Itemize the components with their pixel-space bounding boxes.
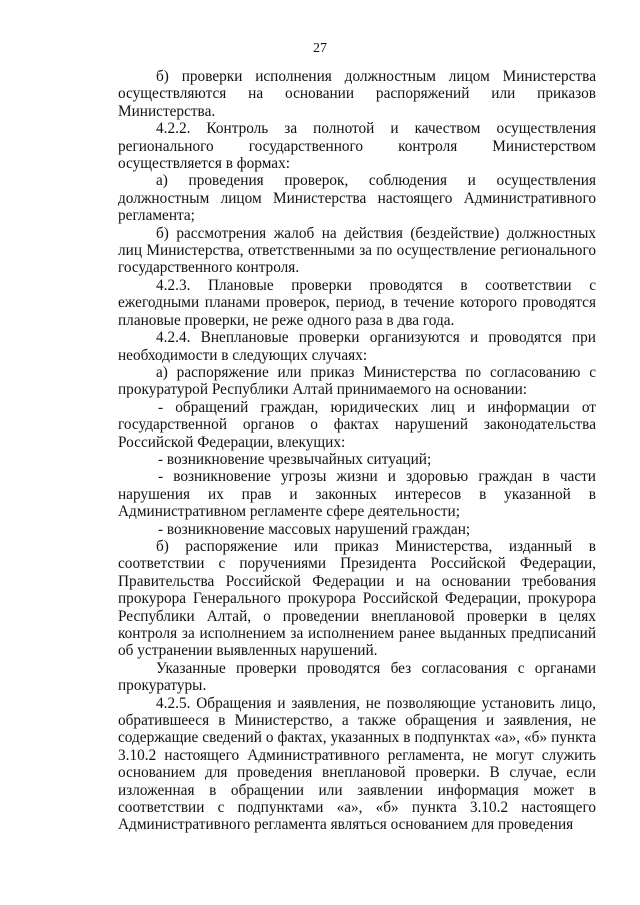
page-number: 27 — [313, 41, 327, 56]
list-item-threat-to-life: - возникновение угрозы жизни и здоровью граждан в части нарушения их прав и законных интересов в указанной в Административном регламенте сфере деятельности; — [118, 468, 596, 521]
paragraph-form-b: б) рассмотрения жалоб на действия (бездействие) должностных лиц Министерства, ответственными за по осуществление регионального государственного контроля. — [118, 224, 596, 277]
paragraph-form-a: а) проведения проверок, соблюдения и осуществления должностным лицом Министерства настоящего Административного регламента; — [118, 172, 596, 225]
paragraph-case-a: а) распоряжение или приказ Министерства по согласованию с прокуратурой Республики Алтай принимаемого на основании: — [118, 363, 596, 399]
paragraph-4-2-5: 4.2.5. Обращения и заявления, не позволяющие установить лицо, обратившееся в Министерство, а также обращения и заявления, не содержащие сведений о фактах, указанных в подпунктах «а», «б» пункта 3.10.2 настоящего Административного регламента, не могут служить основанием для проведения внеплановой проверки. В случае, если изложенная в обращении или заявлении информация может в соответствии с подпунктами «а», «б» пункта 3.10.2 настоящего Административного регламента являться основанием для проведения — [118, 694, 596, 834]
paragraph-4-2-2: 4.2.2. Контроль за полнотой и качеством осуществления регионального государственного контроля Министерством осуществляется в формах: — [118, 120, 596, 173]
paragraph-inspection-b: б) проверки исполнения должностным лицом Министерства осуществляются на основании распоряжений или приказов Министерства. — [118, 68, 596, 120]
paragraph-4-2-4: 4.2.4. Внеплановые проверки организуются и проводятся при необходимости в следующих случаях: — [118, 329, 596, 364]
list-item-citizen-appeals: - обращений граждан, юридических лиц и информации от государственной органов о фактах нарушений законодательства Российской Федерации, влекущих: — [118, 398, 596, 451]
paragraph-case-b: б) распоряжение или приказ Министерства, изданный в соответствии с поручениями Президента Российской Федерации, Правительства Российской Федерации и на основании требования прокурора Генерального прокурора Российской Федерации, прокурора Республики Алтай, о проведении внеплановой проверки в целях контроля за исполнением за исполнением ранее выданных предписаний об устранении выявленных нарушений. — [118, 537, 596, 660]
paragraph-4-2-3: 4.2.3. Плановые проверки проводятся в соответствии с ежегодными планами проверок, период, в течение которого проводятся плановые проверки, не реже одного раза в два года. — [118, 276, 596, 329]
list-item-mass-violations: - возникновение массовых нарушений граждан; — [158, 520, 471, 538]
paragraph-no-approval: Указанные проверки проводятся без согласования с органами прокуратуры. — [118, 659, 596, 695]
document-body — [118, 68, 596, 834]
list-item-emergencies: - возникновение чрезвычайных ситуаций; — [158, 450, 432, 468]
